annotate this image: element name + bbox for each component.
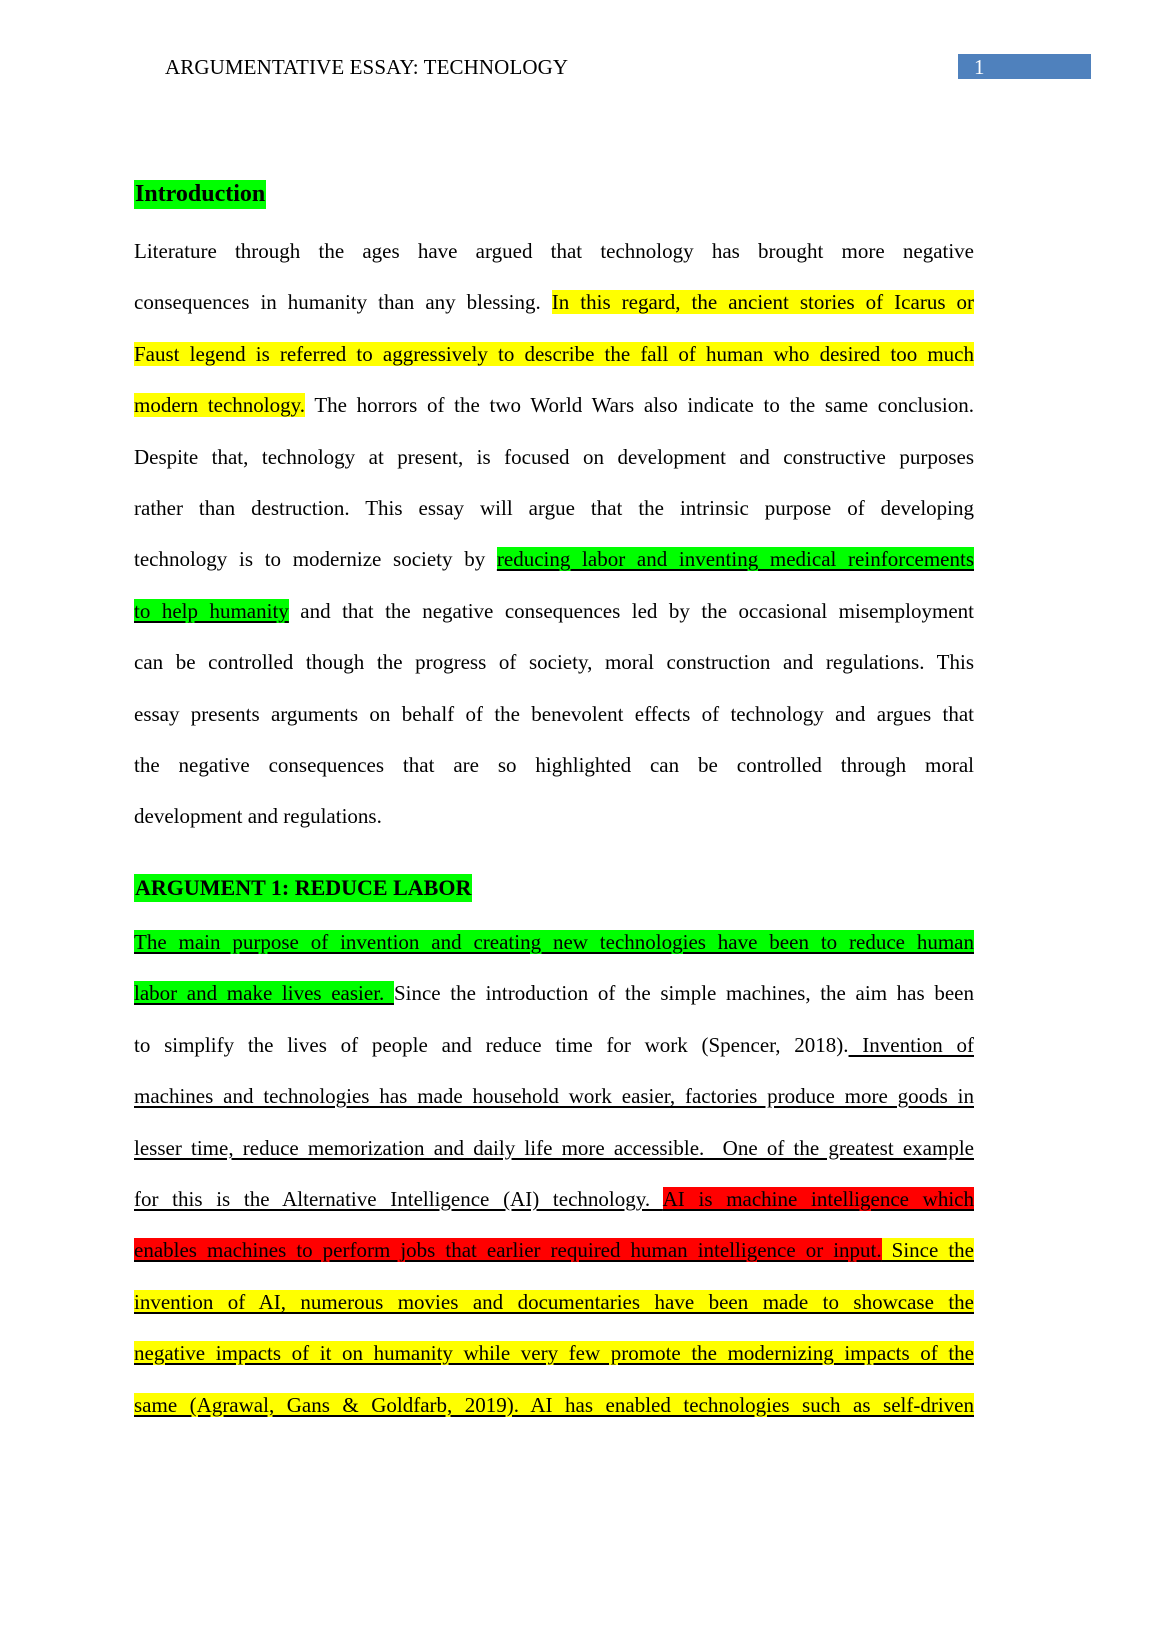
text-line (134, 968, 974, 1019)
text-line (134, 1123, 974, 1174)
text-run: can be controlled though the progress of society, moral construction and regulations. This (134, 650, 974, 675)
text-run: Literature through the ages have argued that technology has brought more negative (134, 239, 974, 263)
text-line (134, 380, 974, 431)
highlighted-text: In this regard, the ancient stories of Icarus or (551, 290, 974, 315)
text-line (134, 689, 974, 740)
text-line (134, 740, 974, 791)
text-line (134, 791, 974, 842)
highlighted-text: The main purpose of invention and creating new technologies have been to reduce human (134, 930, 974, 954)
highlighted-text: invention of AI, numerous movies and documentaries have been made to showcase the (134, 1289, 974, 1314)
text-line (134, 637, 974, 688)
text-run: Despite that, technology at present, is focused on development and constructive purposes (134, 444, 974, 469)
text-run: lesser time, reduce memorization and daily life more accessible. One of the greatest example (134, 1135, 974, 1160)
highlighted-text: Faust legend is referred to aggressively to describe the fall of human who desired too much (134, 341, 974, 366)
page-number: 1 (974, 55, 985, 79)
text-line (134, 1328, 974, 1379)
text-run: The horrors of the two World Wars also indicate to the same conclusion. (305, 393, 974, 418)
text-line (134, 1380, 974, 1431)
text-run: machines and technologies has made household work easier, factories produce more goods in (134, 1084, 974, 1109)
text-line (134, 329, 974, 380)
page-number-box (958, 54, 1091, 79)
text-line (134, 483, 974, 534)
highlighted-text: modern technology. (134, 393, 306, 418)
text-line (134, 1071, 974, 1122)
text-line (134, 1020, 974, 1071)
highlighted-text: negative impacts of it on humanity while very few promote the modernizing impacts of the (134, 1341, 974, 1366)
text-run: and that the negative consequences led by the occasional misemployment (288, 598, 974, 623)
paragraph-introduction (134, 226, 974, 843)
text-line (134, 1174, 974, 1225)
text-run: the negative consequences that are so highlighted can be controlled through moral (134, 752, 974, 777)
highlighted-text: to help humanity (134, 598, 289, 623)
heading-introduction: Introduction (135, 181, 266, 207)
text-run: rather than destruction. This essay will argue that the intrinsic purpose of developing (134, 495, 974, 520)
text-run: to simplify the lives of people and reduce time for work (Spencer, 2018). (134, 1032, 849, 1057)
heading-argument-1: ARGUMENT 1: REDUCE LABOR (135, 875, 472, 900)
highlighted-text: reducing labor and inventing medical reinforcements (496, 547, 974, 572)
highlighted-text: labor and make lives easier. (134, 981, 394, 1006)
paragraph-argument-1 (134, 917, 974, 1431)
highlighted-text: enables machines to perform jobs that earlier required human intelligence or input. (134, 1238, 882, 1263)
text-line (134, 534, 974, 585)
text-line (134, 226, 974, 277)
text-line (134, 917, 974, 968)
text-run: technology is to modernize society by (134, 547, 497, 572)
running-header: ARGUMENTATIVE ESSAY: TECHNOLOGY (165, 55, 569, 79)
text-run: development and regulations. (134, 804, 382, 829)
text-run: for this is the Alternative Intelligence (AI) technology. (134, 1186, 663, 1211)
text-run: essay presents arguments on behalf of the benevolent effects of technology and argues that (134, 701, 974, 726)
text-line (134, 1277, 974, 1328)
text-line (134, 277, 974, 328)
text-line (134, 586, 974, 637)
text-line (134, 432, 974, 483)
highlighted-text: Since the (881, 1238, 974, 1263)
highlighted-text: same (Agrawal, Gans & Goldfarb, 2019). AI has enabled technologies such as self-driven (134, 1392, 974, 1417)
text-run: Since the introduction of the simple machines, the aim has been (393, 981, 974, 1006)
highlighted-text: AI is machine intelligence which (662, 1186, 974, 1211)
text-line (134, 1225, 974, 1276)
text-run: Invention of (848, 1032, 974, 1057)
text-run: consequences in humanity than any blessing. (134, 290, 552, 315)
